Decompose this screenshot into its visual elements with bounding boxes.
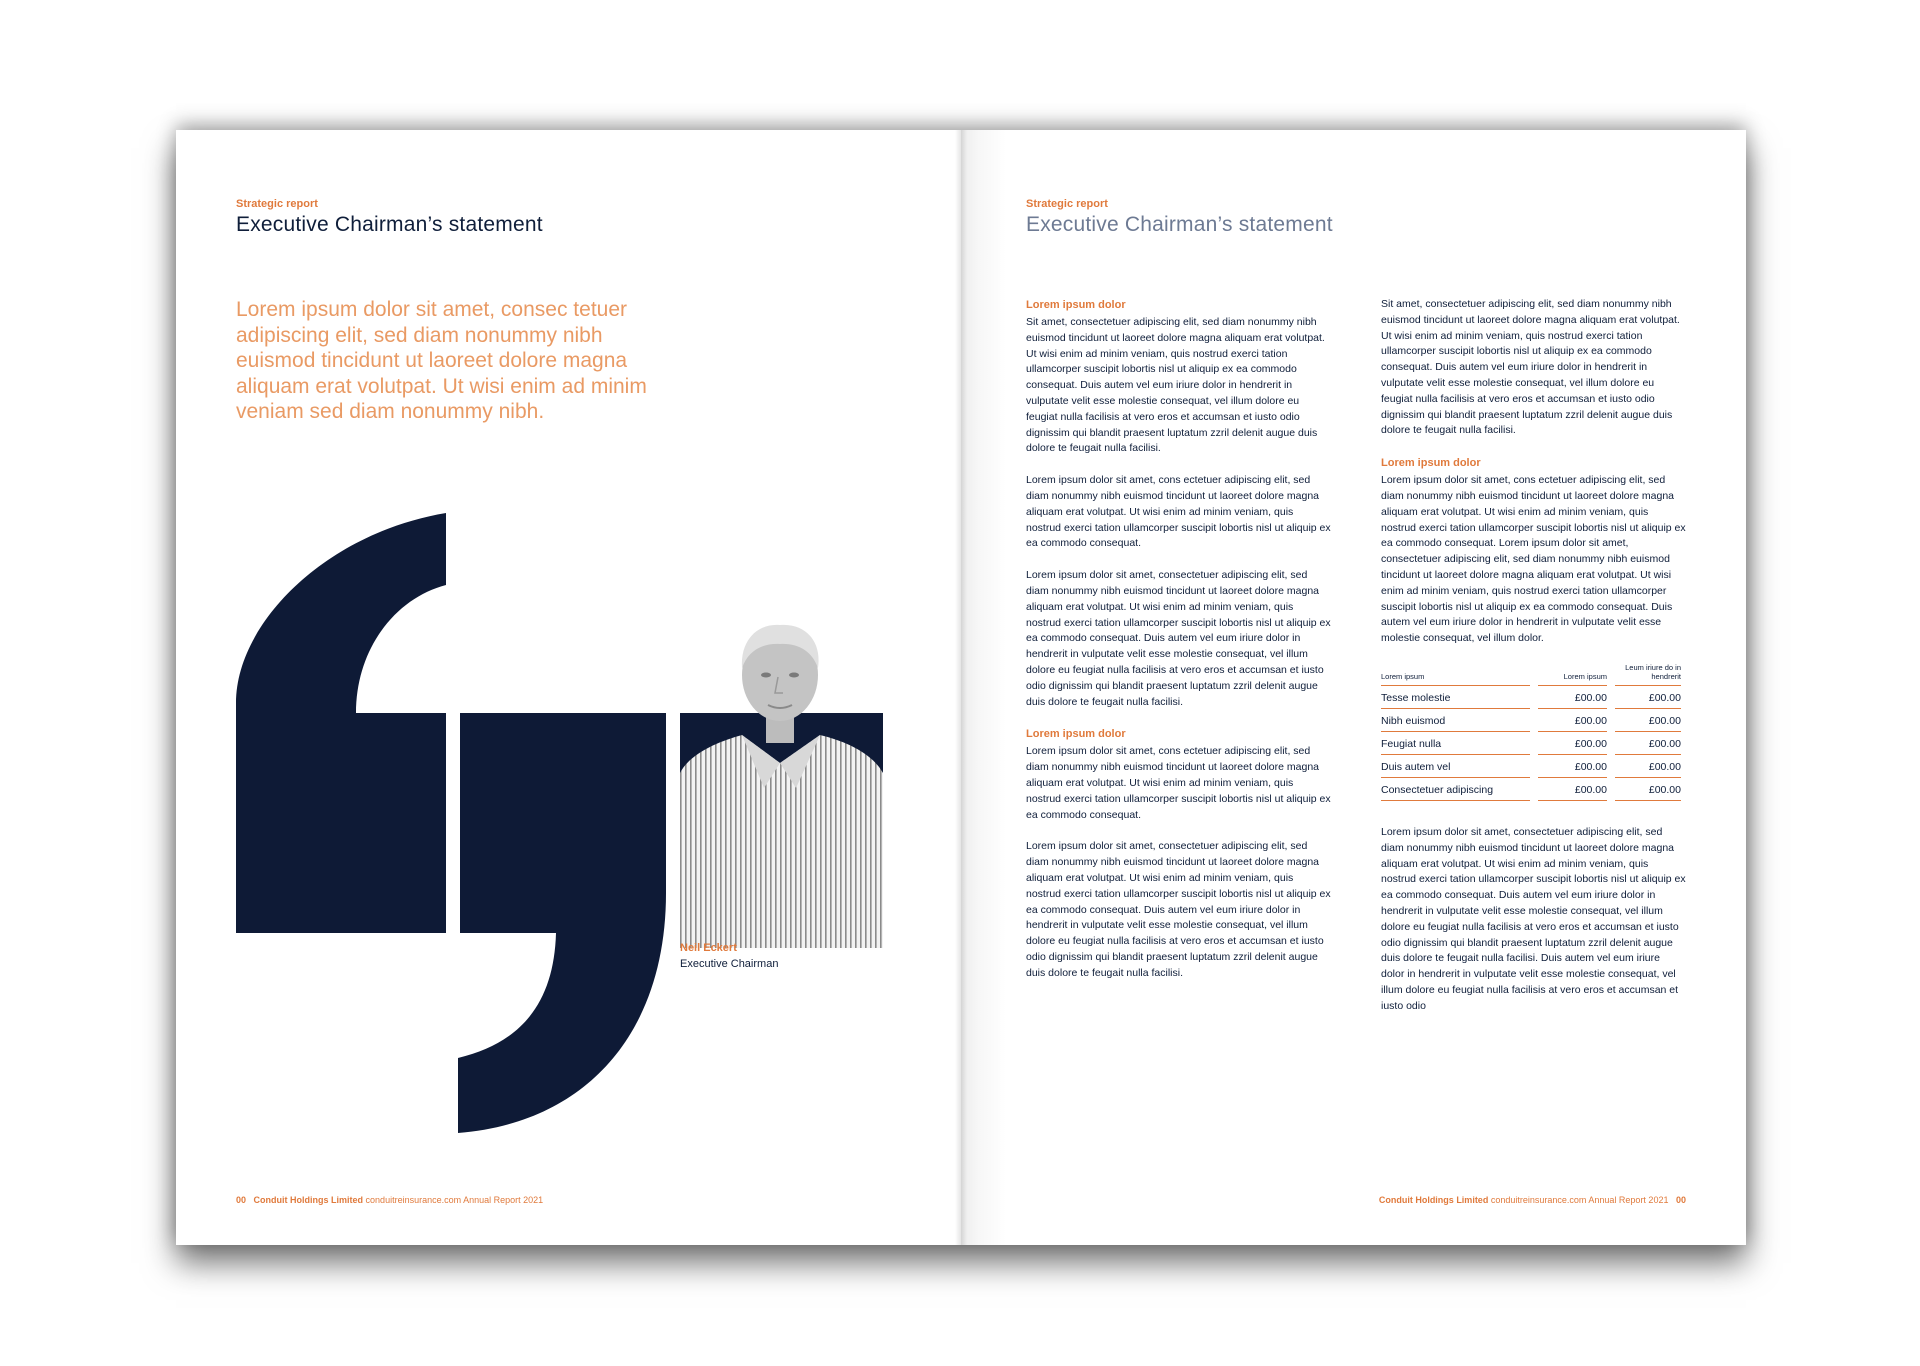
left-page xyxy=(176,130,961,1245)
portrait-frame xyxy=(680,713,883,948)
footer-url-report: conduitreinsurance.com Annual Report 2021 xyxy=(1490,1195,1669,1205)
table-row xyxy=(1381,732,1681,755)
table-cell: £00.00 xyxy=(1538,755,1607,778)
table-cell: £00.00 xyxy=(1615,778,1681,801)
footer-left xyxy=(236,1195,543,1205)
body-paragraph: Sit amet, consectetuer adipiscing elit, sed diam nonummy nibh euismod tincidunt ut laoreet dolore magna aliquam erat volutpat. Ut wisi enim ad minim veniam, quis nostrud exerci tation ullamcorper suscipit lobortis nisl ut aliquip ex ea commodo consequat. Duis autem vel eum iriure dolor in hendrerit in vulputate velit esse molestie consequat, vel illum dolore eu feugiat nulla facilisis at vero eros et accumsan et iusto odio dignissim qui blandit praesent luptatum zzril delenit augue duis dolore te feugait nulla facilisi. xyxy=(1026,316,1325,455)
table-cell: £00.00 xyxy=(1538,709,1607,732)
table-cell: £00.00 xyxy=(1538,732,1607,755)
footer-company: Conduit Holdings Limited xyxy=(1378,1195,1489,1205)
page-number: 00 xyxy=(236,1195,247,1205)
table-cell: £00.00 xyxy=(1538,686,1607,709)
quotation-mark-icon xyxy=(236,513,666,1133)
right-page xyxy=(961,130,1746,1245)
table-row xyxy=(1381,709,1681,732)
portrait-photo xyxy=(680,613,883,948)
table-cell: Feugiat nulla xyxy=(1381,732,1530,755)
section-heading: Lorem ipsum dolor xyxy=(1381,457,1481,470)
body-paragraph: Lorem ipsum dolor sit amet, consectetuer adipiscing elit, sed diam nonummy nibh euismod tincidunt ut laoreet dolore magna aliquam erat volutpat. Ut wisi enim ad minim veniam, quis nostrud exerci tation ullamcorper suscipit lobortis nisl ut aliquip ex ea commodo consequat. Duis autem vel eum iriure dolor in hendrerit in vulputate velit esse molestie consequat, vel illum dolore eu feugiat nulla facilisis at vero eros et accumsan et iusto odio dignissim qui blandit praesent luptatum zzril delenit augue duis dolore te feugait nulla facilisi. Duis autem vel eum iriure dolor in hendrerit in vulputate velit esse molestie consequat, vel illum dolore eu feugiat nulla facilisis at vero eros et accumsan et iusto odio xyxy=(1381,825,1686,1012)
table-row xyxy=(1381,778,1681,801)
body-paragraph: Lorem ipsum dolor sit amet, cons ectetuer adipiscing elit, sed diam nonummy nibh euismod tincidunt ut laoreet dolore magna aliquam erat volutpat. Ut wisi enim ad minim veniam, quis nostrud exerci tation ullamcorper suscipit lobortis nisl ut aliquip ex ea commodo consequat. xyxy=(1026,745,1331,821)
section-kicker: Strategic report xyxy=(1026,198,1108,210)
intro-pull-quote: Lorem ipsum dolor sit amet, consec tetuer adipiscing elit, sed diam nonummy nibh euismod tincidunt ut laoreet dolore magna aliquam erat volutpat. Ut wisi enim ad minim veniam sed diam nonummy nibh. xyxy=(236,298,647,424)
table-cell: £00.00 xyxy=(1615,755,1681,778)
footer-right xyxy=(1379,1195,1686,1205)
table-cell: Consectetuer adipiscing xyxy=(1381,778,1530,801)
table-row xyxy=(1381,686,1681,709)
table-header-row xyxy=(1381,663,1681,686)
page-title: Executive Chairman’s statement xyxy=(236,213,543,236)
person-role: Executive Chairman xyxy=(680,958,779,970)
page-number: 00 xyxy=(1675,1195,1686,1205)
table-cell: Duis autem vel xyxy=(1381,755,1530,778)
section-heading: Lorem ipsum dolor xyxy=(1026,299,1126,311)
table-cell: Nibh euismod xyxy=(1381,709,1530,732)
body-paragraph: Lorem ipsum dolor sit amet, cons ectetuer adipiscing elit, sed diam nonummy nibh euismod tincidunt ut laoreet dolore magna aliquam erat volutpat. Ut wisi enim ad minim veniam, quis nostrud exerci tation ullamcorper suscipit lobortis nisl ut aliquip ex ea commodo consequat. xyxy=(1026,474,1331,550)
text-column-2 xyxy=(1381,297,1686,1031)
table-cell: £00.00 xyxy=(1615,732,1681,755)
body-paragraph: Lorem ipsum dolor sit amet, cons ectetuer adipiscing elit, sed diam nonummy nibh euismod tincidunt ut laoreet dolore magna aliquam erat volutpat. Ut wisi enim ad minim veniam, quis nostrud exerci tation ullamcorper suscipit lobortis nisl ut aliquip ex ea commodo consequat. Lorem ipsum dolor sit amet, consectetuer adipiscing elit, sed diam nonummy nibh euismod tincidunt ut laoreet dolore magna aliquam erat volutpat. Ut wisi enim ad minim veniam, quis nostrud exerci tation ullamcorper suscipit lobortis nisl ut aliquip ex ea commodo consequat. Duis autem vel eum iriure dolor in hendrerit in vulputate velit esse molestie consequat, vel illum dolor. xyxy=(1381,474,1686,645)
footer-url-report: conduitreinsurance.com Annual Report 2021 xyxy=(365,1195,544,1205)
person-name: Neil Eckert xyxy=(680,942,737,954)
footer-company: Conduit Holdings Limited xyxy=(253,1195,364,1205)
page-title: Executive Chairman’s statement xyxy=(1026,213,1333,236)
body-paragraph: Lorem ipsum dolor sit amet, consectetuer adipiscing elit, sed diam nonummy nibh euismod tincidunt ut laoreet dolore magna aliquam erat volutpat. Ut wisi enim ad minim veniam, quis nostrud exerci tation ullamcorper suscipit lobortis nisl ut aliquip ex ea commodo consequat. Duis autem vel eum iriure dolor in hendrerit in vulputate velit esse molestie consequat, vel illum dolore eu feugiat nulla facilisis at vero eros et accumsan et iusto odio dignissim qui blandit praesent luptatum zzril delenit augue duis dolore te feugait nulla facilisi. xyxy=(1026,840,1331,979)
section-kicker: Strategic report xyxy=(236,198,318,210)
table-header: Leum iriure do in hendrerit xyxy=(1615,663,1681,686)
table-row xyxy=(1381,755,1681,778)
body-paragraph: Lorem ipsum dolor sit amet, consectetuer adipiscing elit, sed diam nonummy nibh euismod tincidunt ut laoreet dolore magna aliquam erat volutpat. Ut wisi enim ad minim veniam, quis nostrud exerci tation ullamcorper suscipit lobortis nisl ut aliquip ex ea commodo consequat. Duis autem vel eum iriure dolor in hendrerit in vulputate velit esse molestie consequat, vel illum dolore eu feugiat nulla facilisis at vero eros et accumsan et iusto odio dignissim qui blandit praesent luptatum zzril delenit augue duis dolore te feugait nulla facilisi. xyxy=(1026,569,1331,708)
table-header: Lorem ipsum xyxy=(1381,663,1530,686)
table-cell: £00.00 xyxy=(1615,709,1681,732)
text-column-1 xyxy=(1026,297,1331,997)
table-cell: £00.00 xyxy=(1538,778,1607,801)
table-header: Lorem ipsum xyxy=(1538,663,1607,686)
section-heading: Lorem ipsum dolor xyxy=(1026,728,1126,741)
table-cell: £00.00 xyxy=(1615,686,1681,709)
financial-table xyxy=(1381,663,1681,801)
book-spine xyxy=(955,130,967,1245)
table-cell: Tesse molestie xyxy=(1381,686,1530,709)
body-paragraph: Sit amet, consectetuer adipiscing elit, sed diam nonummy nibh euismod tincidunt ut laoreet dolore magna aliquam erat volutpat. Ut wisi enim ad minim veniam, quis nostrud exerci tation ullamcorper suscipit lobortis nisl ut aliquip ex ea commodo consequat. Duis autem vel eum iriure dolor in hendrerit in vulputate velit esse molestie consequat, vel illum dolore eu feugiat nulla facilisis at vero eros et accumsan et iusto odio dignissim qui blandit praesent luptatum zzril delenit augue duis dolore te feugait nulla facilisi. xyxy=(1381,298,1680,437)
